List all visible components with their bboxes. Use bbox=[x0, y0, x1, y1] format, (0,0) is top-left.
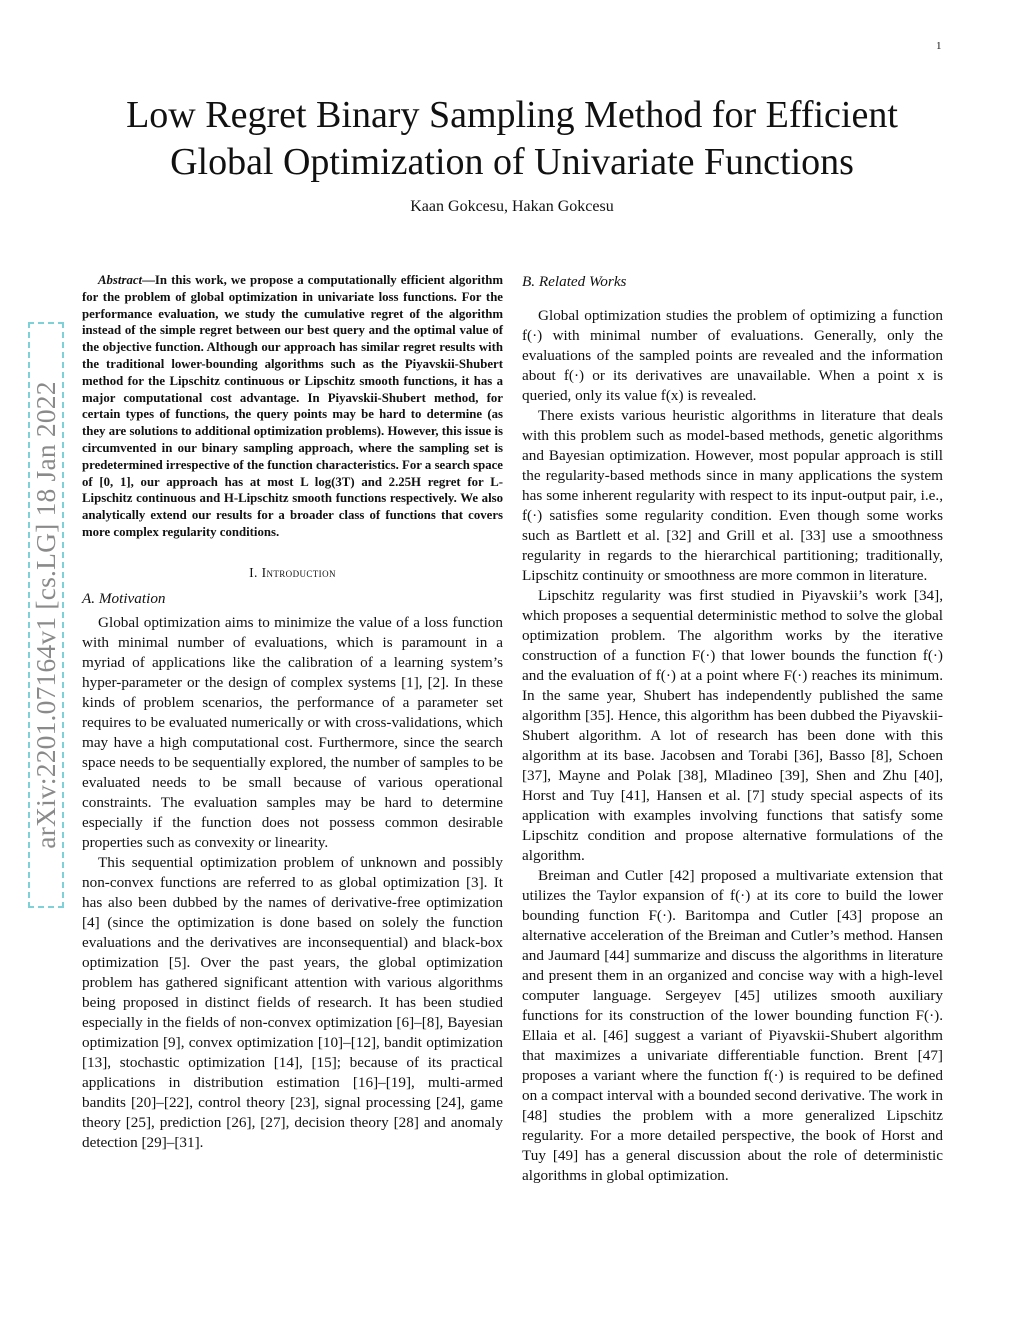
subsection-heading-motivation: A. Motivation bbox=[82, 589, 166, 607]
section-numeral: I. bbox=[249, 564, 262, 580]
paragraph-related-4: Breiman and Cutler [42] proposed a multivariate extension that utilizes the Taylor expansion of f(·) at its core to build the lower bounding function F(·). Baritompa and Cutler [43] propose an alternative acceleration of the Breiman and Cutler’s method. Hansen and Jaumard [44] summarize and discuss the algorithms in literature and present them in an organized and concise way with a high-level computer language. Sergeyev [45] utilizes smooth auxiliary functions for its construction of the lower bounding function F(·). Ellaia et al. [46] suggest a variant of Piyavskii-Shubert algorithm that maximizes a univariate differentiable function. Brent [47] proposes a variant where the function f(·) is required to be defined on a compact interval with a bounded second derivative. The work in [48] studies the problem with a more generalized Lipschitz regularity. For a more detailed perspective, the book of Horst and Tuy [49] has a general discussion about the role of deterministic algorithms in global optimization. bbox=[522, 867, 943, 1184]
abstract bbox=[82, 272, 503, 541]
arxiv-identifier-text: arXiv:2201.07164v1 [cs.LG] 18 Jan 2022 bbox=[30, 381, 61, 849]
paper-title bbox=[60, 92, 964, 186]
section-heading-introduction bbox=[82, 563, 503, 583]
subsection-heading-related-works: B. Related Works bbox=[522, 273, 627, 290]
paragraph-related-3: Lipschitz regularity was first studied in Piyavskii’s work [34], which proposes a sequential deterministic method to solve the global optimization problem. The algorithm works by the iterative construction of a function F(·) that lower bounds the function f(·) and the evaluation of f(·) at a point where F(·) reaches its minimum. In the same year, Shubert has independently published the same algorithm [35]. Hence, this algorithm has been dubbed the Piyavskii-Shubert algorithm. A lot of research has been done with this algorithm at its base. Jacobsen and Torabi [36], Basso [8], Schoen [37], Mayne and Polak [38], Mladineo [39], Shen and Zhu [40], Horst and Tuy [41], Hansen et al. [7] study special aspects of its application with examples involving functions that satisfy some Lipschitz condition and propose alternative formulations of the algorithm. bbox=[522, 587, 943, 864]
arxiv-identifier-stamp bbox=[28, 322, 64, 908]
abstract-dash: — bbox=[142, 273, 155, 287]
title-line-1: Low Regret Binary Sampling Method for Efficient bbox=[126, 94, 898, 136]
right-column bbox=[522, 272, 943, 1186]
paragraph-related-1: Global optimization studies the problem of optimizing a function f(·) with minimal number of evaluations. Generally, only the evaluations of the sampled points are revealed and the information about f(·) or its derivatives are unavailable. When a point x is queried, only its value f(x) is revealed. bbox=[522, 307, 943, 404]
left-column bbox=[82, 272, 503, 1153]
paragraph-motivation-1: Global optimization aims to minimize the value of a loss function with minimal number of evaluations, which is paramount in a myriad of applications like the calibration of a learning system’s hyper-parameter or the design of complex systems [1], [2]. In these kinds of problem scenarios, the performance of a parameter set requires to be evaluated numerically or with cross-validations, which may have a high computational cost. Furthermore, since the search space needs to be sequentially explored, the number of samples to be evaluated needs to be small because of various operational constraints. The evaluation samples may be hard to determine especially if the function does not possess common desirable properties such as convexity or linearity. bbox=[82, 613, 503, 851]
section-title: Introduction bbox=[261, 564, 336, 580]
author-list: Kaan Gokcesu, Hakan Gokcesu bbox=[410, 198, 614, 215]
title-line-2: Global Optimization of Univariate Functions bbox=[170, 141, 854, 183]
page-number: 1 bbox=[936, 40, 942, 52]
abstract-text: In this work, we propose a computationally efficient algorithm for the problem of global optimization in univariate loss functions. For the performance evaluation, we study the cumulative regret of the algorithm instead of the simple regret between our best query and the optimal value of the objective function. Although our approach has similar regret results with the traditional lower-bounding algorithms such as the Piyavskii-Shubert method for the Lipschitz continuous or Lipschitz smooth functions, it has a major computational cost advantage. In Piyavskii-Shubert method, for certain types of functions, the query points may be hard to determine (as they are solutions to additional optimization problems). However, this issue is circumvented in our binary sampling approach, where the sampling set is predetermined irrespective of the function characteristics. For a search space of [0, 1], our approach has at most L log(3T) and 2.25H regret for L-Lipschitz continuous and H-Lipschitz smooth functions respectively. We also analytically extend our results for a broader class of functions that covers more complex regularity conditions. bbox=[82, 273, 503, 539]
paragraph-motivation-2: This sequential optimization problem of unknown and possibly non-convex functions are referred to as global optimization [3]. It has also been dubbed by the names of derivative-free optimization [4] (since the optimization is done based on solely the function evaluations and the derivatives are inconsequential) and black-box optimization [5]. Over the past years, the global optimization problem has gathered significant attention with various algorithms being proposed in distinct fields of research. It has been studied especially in the fields of non-convex optimization [6]–[8], Bayesian optimization [9], convex optimization [10]–[12], bandit optimization [13], stochastic optimization [14], [15]; because of its practical applications in distribution estimation [16]–[19], multi-armed bandits [20]–[22], control theory [23], signal processing [24], game theory [25], prediction [26], [27], decision theory [28] and anomaly detection [29]–[31]. bbox=[82, 853, 503, 1151]
paragraph-related-2: There exists various heuristic algorithms in literature that deals with this problem such as model-based methods, genetic algorithms and Bayesian optimization. However, most popular approach is still the regularity-based methods since in many applications the system has some inherent regularity with respect to its input-output pair, i.e., f(·) satisfies some regularity condition. Even though some works such as Bartlett et al. [32] and Grill et al. [33] use a smoothness regularity in regards to the hierarchical partitioning; traditionally, Lipschitz continuity or smoothness are more common in literature. bbox=[522, 407, 943, 584]
abstract-label: Abstract bbox=[98, 273, 143, 287]
